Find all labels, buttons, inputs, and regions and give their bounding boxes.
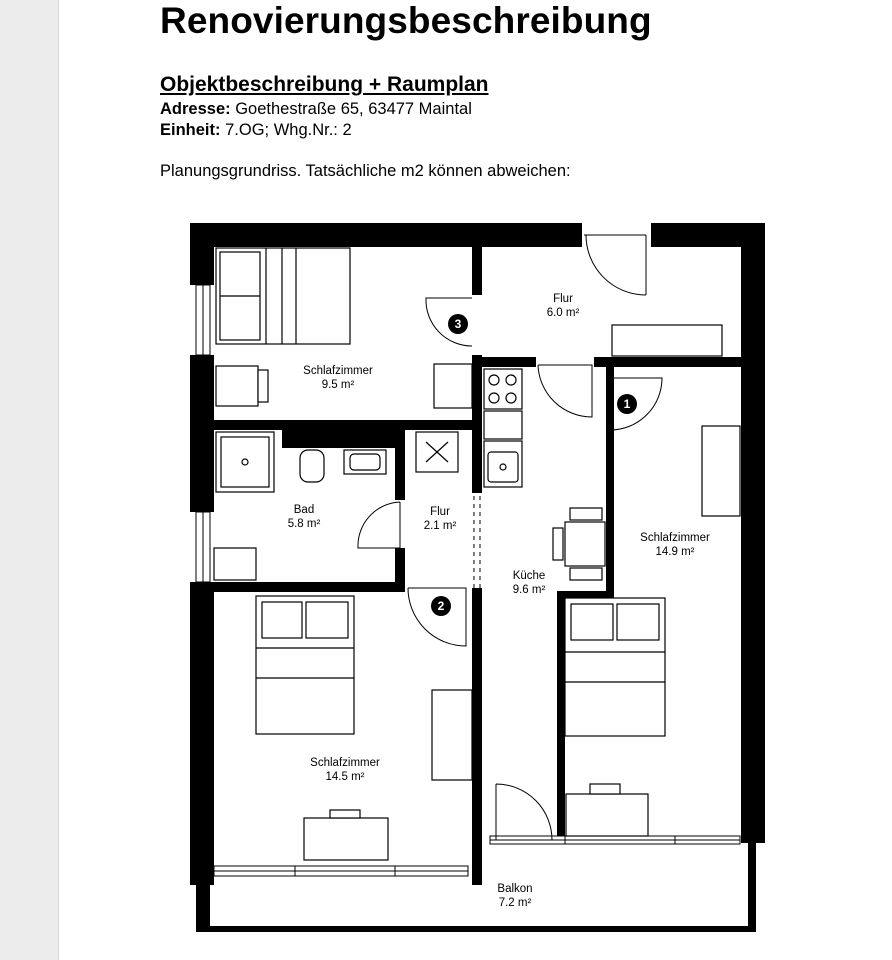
bed-schlafzimmer-1 xyxy=(565,598,665,736)
room-area-balkon: 7.2 m² xyxy=(498,897,532,909)
door-bad xyxy=(358,502,400,548)
room-area-kueche: 9.6 m² xyxy=(512,584,546,596)
document-title: Renovierungsbeschreibung xyxy=(160,0,652,41)
room-name-balkon: Balkon xyxy=(497,883,533,895)
room-area-schlafzimmer-3: 9.5 m² xyxy=(321,379,355,391)
marker-1 xyxy=(617,394,637,414)
room-area-bad: 5.8 m² xyxy=(287,518,321,530)
room-area-schlafzimmer-1: 14.9 m² xyxy=(655,546,695,558)
room-name-kueche: Küche xyxy=(512,570,546,582)
unit-value: 7.OG; Whg.Nr.: 2 xyxy=(225,121,352,139)
room-name-bad: Bad xyxy=(293,504,315,516)
room-area-flur-small: 2.1 m² xyxy=(423,520,457,532)
desk-schlafzimmer-3 xyxy=(216,366,268,406)
wardrobe-schlafzimmer-1 xyxy=(702,426,740,516)
cabinet-schlafzimmer-3 xyxy=(434,364,472,408)
bed-schlafzimmer-3 xyxy=(216,248,350,344)
plan-note: Planungsgrundriss. Tatsächliche m2 können abweichen: xyxy=(160,162,571,180)
room-area-schlafzimmer-2: 14.5 m² xyxy=(325,771,365,783)
stove xyxy=(484,369,522,409)
svg-text:3: 3 xyxy=(454,317,462,331)
marker-2 xyxy=(431,596,451,616)
dining-table xyxy=(553,508,605,580)
room-name-schlafzimmer-1: Schlafzimmer xyxy=(640,532,710,544)
toilet xyxy=(300,450,324,482)
entrance-door xyxy=(584,235,646,295)
svg-text:2: 2 xyxy=(437,599,445,613)
door-balkon xyxy=(496,784,552,840)
section-heading: Objektbeschreibung + Raumplan xyxy=(160,73,489,96)
desk-schlafzimmer-1 xyxy=(566,784,648,836)
desk-schlafzimmer-2 xyxy=(304,810,388,860)
room-name-schlafzimmer-3: Schlafzimmer xyxy=(303,365,373,377)
wardrobe-schlafzimmer-2 xyxy=(432,690,472,780)
door-schlafzimmer-2 xyxy=(408,588,466,646)
kitchen-sink xyxy=(484,441,522,487)
bed-schlafzimmer-2 xyxy=(256,596,354,734)
door-kueche xyxy=(538,365,592,417)
bathroom-sink xyxy=(344,450,386,474)
room-name-flur-small: Flur xyxy=(430,506,450,518)
svg-text:1: 1 xyxy=(623,397,631,411)
shower xyxy=(216,432,274,492)
room-name-schlafzimmer-2: Schlafzimmer xyxy=(310,757,380,769)
room-area-flur-entrance: 6.0 m² xyxy=(546,307,580,319)
dishwasher xyxy=(484,411,522,439)
address-label: Adresse: xyxy=(160,100,231,118)
wardrobe-flur xyxy=(612,325,722,356)
marker-3 xyxy=(448,314,468,334)
flur-cabinet xyxy=(416,432,458,472)
address-value: Goethestraße 65, 63477 Maintal xyxy=(235,100,472,118)
room-name-flur-entrance: Flur xyxy=(553,293,573,305)
unit-label: Einheit: xyxy=(160,121,221,139)
washing-machine xyxy=(214,548,256,580)
